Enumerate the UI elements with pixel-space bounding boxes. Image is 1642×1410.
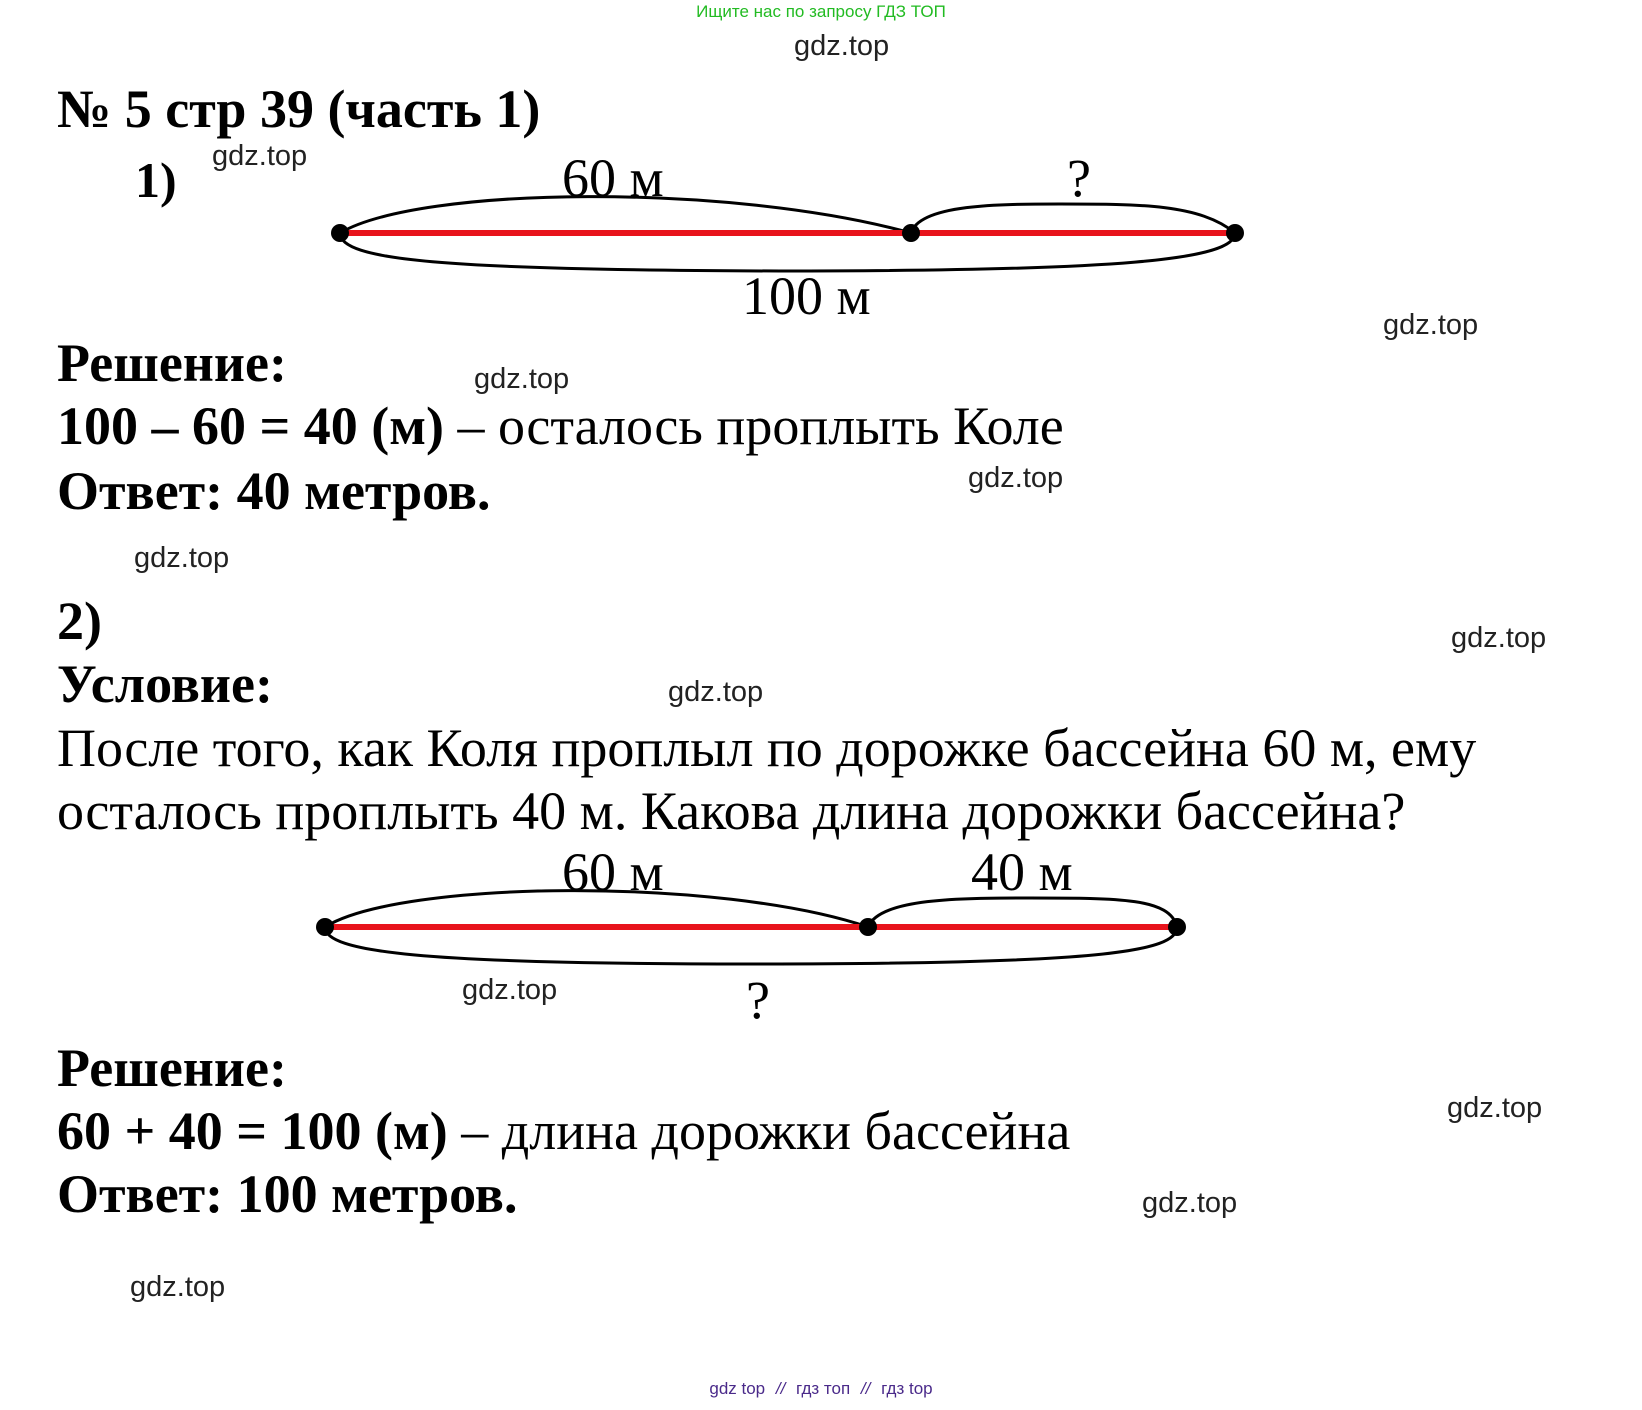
site-label[interactable]: gdz.top: [794, 30, 890, 62]
footer-links: [0, 1380, 1642, 1397]
answer-2: Ответ: 100 метров.: [57, 1164, 518, 1224]
solution-heading-2: Решение:: [57, 1038, 287, 1098]
footer-link-3[interactable]: гдз top: [881, 1379, 933, 1398]
condition-heading: Условие:: [57, 654, 273, 714]
equation-note-2: – длина дорожки бассейна: [447, 1101, 1071, 1161]
watermark: gdz.top: [1447, 1092, 1543, 1124]
watermark: gdz.top: [130, 1271, 226, 1303]
watermark: gdz.top: [212, 140, 308, 172]
part2-number: 2): [57, 591, 102, 651]
label-left: 60 м: [562, 842, 664, 902]
watermark: gdz.top: [1142, 1187, 1238, 1219]
watermark: gdz.top: [134, 542, 230, 574]
answer-1: Ответ: 40 метров.: [57, 461, 491, 521]
footer-link-1[interactable]: gdz top: [709, 1379, 766, 1398]
watermark: gdz.top: [462, 974, 558, 1006]
condition-line-2: осталось проплыть 40 м. Какова длина дорожки бассейна?: [57, 781, 1406, 841]
page-title: № 5 стр 39 (часть 1): [57, 79, 541, 139]
equation-note-1: – осталось проплыть Коле: [444, 396, 1064, 456]
equation-line-2: [57, 1101, 1071, 1161]
search-hint: Ищите нас по запросу ГДЗ ТОП: [696, 2, 946, 21]
part1-number: 1): [135, 152, 177, 208]
arc-right: [868, 898, 1177, 927]
point-mid: [902, 224, 920, 242]
footer-link-2[interactable]: гдз топ: [796, 1379, 851, 1398]
condition-line-1: После того, как Коля проплыл по дорожке бассейна 60 м, ему: [57, 718, 1477, 778]
point-mid: [859, 918, 877, 936]
label-right: 40 м: [971, 842, 1073, 902]
point-start: [316, 918, 334, 936]
label-total: 100 м: [742, 266, 871, 326]
footer-separator: //: [860, 1379, 871, 1398]
arc-total: [325, 927, 1177, 964]
solution-heading-1: Решение:: [57, 333, 287, 393]
label-right: ?: [1067, 148, 1091, 208]
arc-right: [911, 204, 1235, 233]
point-end: [1168, 918, 1186, 936]
watermark: gdz.top: [1451, 622, 1547, 654]
equation-line-1: [57, 396, 1064, 456]
label-total: ?: [746, 970, 770, 1030]
watermark: gdz.top: [668, 676, 764, 708]
diagram-1: [300, 140, 1260, 340]
label-left: 60 м: [562, 148, 664, 208]
footer-separator: //: [775, 1379, 786, 1398]
point-start: [331, 224, 349, 242]
equation-2: 60 + 40 = 100 (м): [57, 1101, 448, 1161]
point-end: [1226, 224, 1244, 242]
diagram-2: [300, 840, 1260, 1040]
watermark: gdz.top: [968, 462, 1064, 494]
watermark: gdz.top: [474, 363, 570, 395]
equation-1: 100 – 60 = 40 (м): [57, 396, 445, 456]
watermark: gdz.top: [1383, 309, 1479, 341]
